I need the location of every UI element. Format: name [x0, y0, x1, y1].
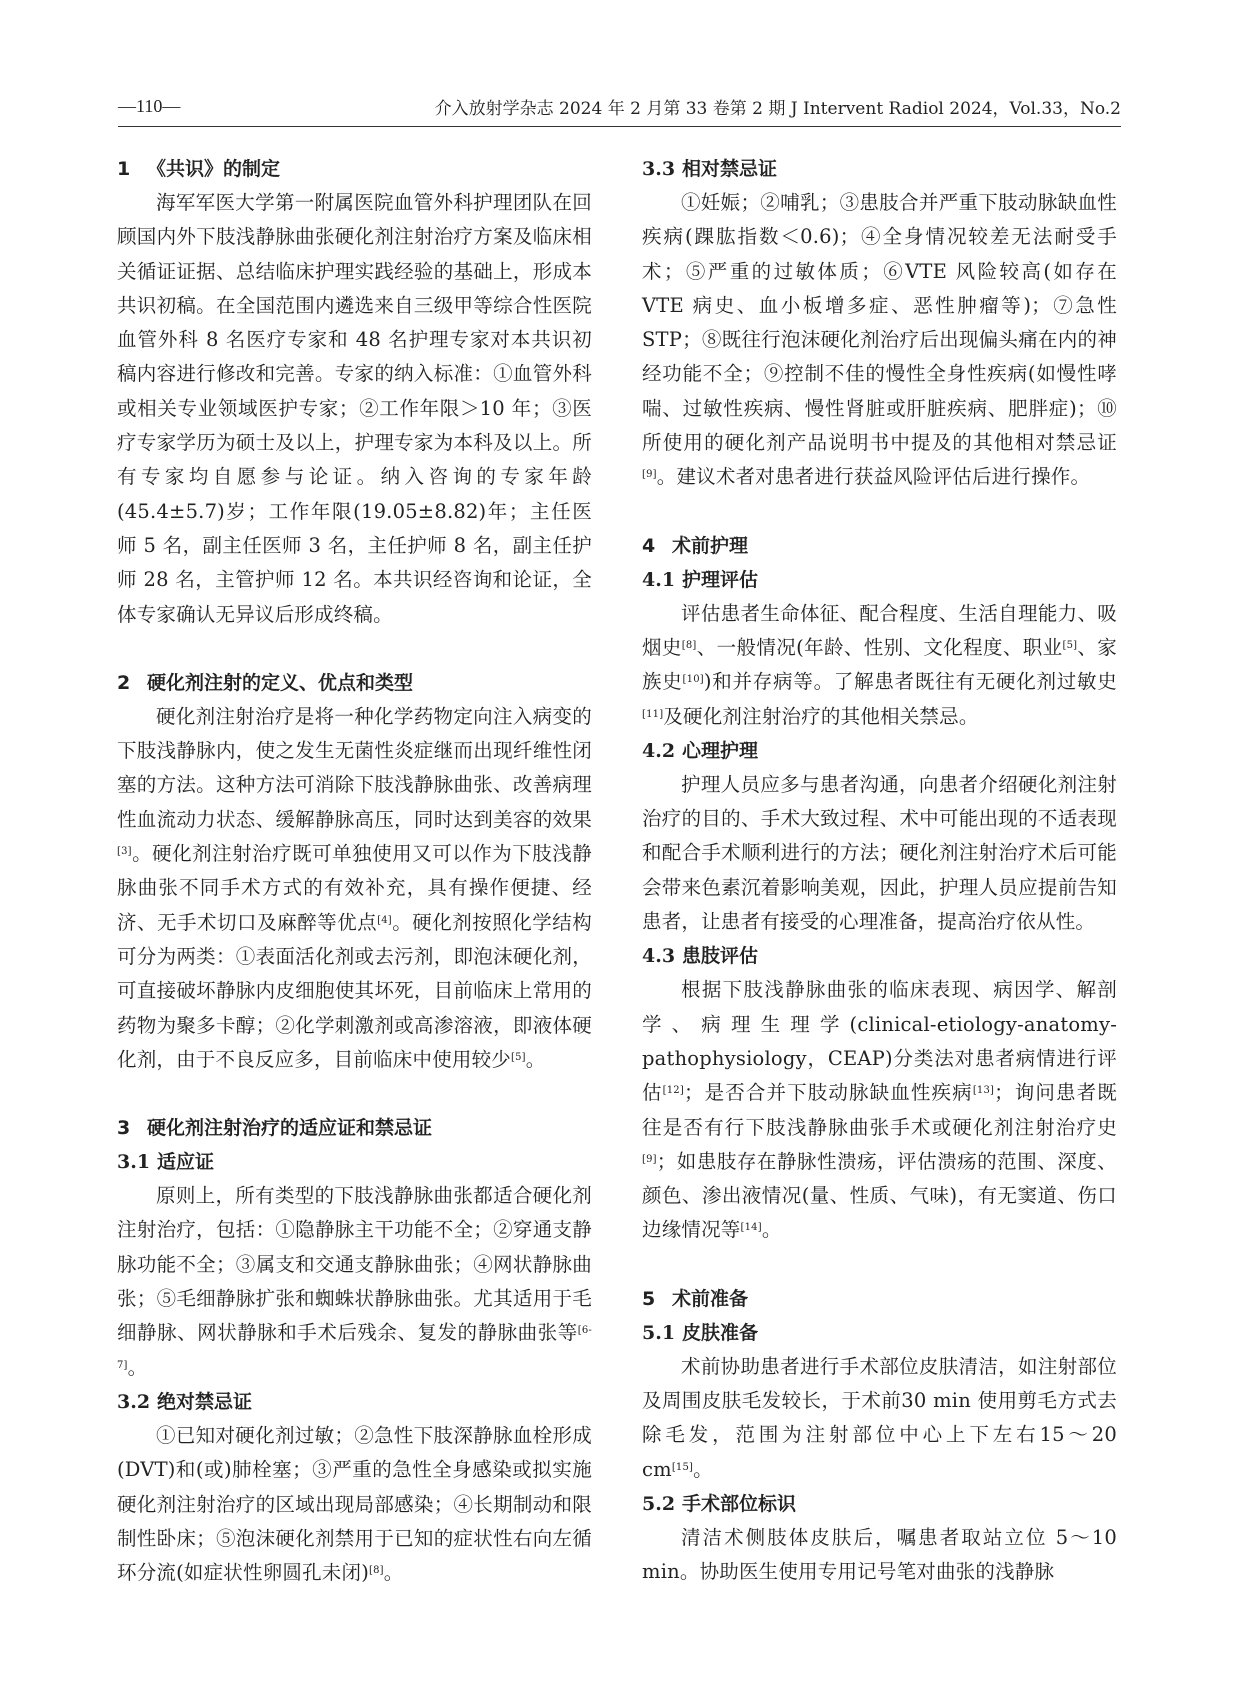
section-heading: 5 术前准备 [642, 1287, 749, 1310]
paragraph: ①已知对硬化剂过敏；②急性下肢深静脉血栓形成(DVT)和(或)肺栓塞；③严重的急性全身感染或拟实施硬化剂注射治疗的区域出现局部感染；④长期制动和限制性卧床；⑤泡沫硬化剂禁用于已知的症状性右向左循环分流(如症状性卵圆孔未闭)[8]。 [117, 1423, 592, 1585]
citation: [6-7] [117, 1325, 592, 1371]
citation: [9] [642, 1153, 657, 1165]
citation: [4] [377, 914, 392, 926]
citation: [3] [117, 846, 132, 858]
journal-info: 介入放射学杂志 2024 年 2 月第 33 卷第 2 期 J Intervent Radiol 2024，Vol.33，No.2 [434, 99, 1121, 119]
subsection-heading: 3.1 适应证 [117, 1151, 215, 1174]
section-heading: 2 硬化剂注射的定义、优点和类型 [117, 671, 414, 694]
citation: [5] [1062, 639, 1078, 651]
page-number: —110— [118, 96, 181, 116]
subsection-heading: 4.1 护理评估 [642, 568, 759, 591]
paragraph: 原则上，所有类型的下肢浅静脉曲张都适合硬化剂注射治疗，包括：①隐静脉主干功能不全；②穿通支静脉功能不全；③属支和交通支静脉曲张；④网状静脉曲张；⑤毛细静脉扩张和蜘蛛状静脉曲张。尤其适用于毛细静脉、网状静脉和手术后残余、复发的静脉曲张等[6-7]。 [117, 1184, 592, 1379]
paragraph: 术前协助患者进行手术部位皮肤清洁，如注射部位及周围皮肤毛发较长，于术前30 min 使用剪毛方式去除毛发，范围为注射部位中心上下左右15～20 cm[15]。 [642, 1354, 1117, 1481]
citation: [13] [972, 1085, 995, 1097]
citation: [12] [662, 1085, 684, 1097]
paragraph: 根据下肢浅静脉曲张的临床表现、病因学、解剖学、病理生理学(clinical-etiology-anatomy-pathophysiology，CEAP)分类法对患者病情进行评估[12]；是否合并下肢动脉缺血性疾病[13]；询问患者既往是否有行下肢浅静脉曲张手术或硬化剂注射治疗史[9]；如患肢存在静脉性溃疡，评估溃疡的范围、深度、颜色、渗出液情况(量、性质、气味)，有无窦道、伤口边缘情况等[14]。 [642, 978, 1117, 1242]
subsection-heading: 4.3 患肢评估 [642, 945, 759, 968]
paragraph: 硬化剂注射治疗是将一种化学药物定向注入病变的下肢浅静脉内，使之发生无菌性炎症继而出现纤维性闭塞的方法。这种方法可消除下肢浅静脉曲张、改善病理性血流动力状态、缓解静脉高压，同时达到美容的效果[3]。硬化剂注射治疗既可单独使用又可以作为下肢浅静脉曲张不同手术方式的有效补充，具有操作便捷、经济、无手术切口及麻醉等优点[4]。硬化剂按照化学结构可分为两类：①表面活化剂或去污剂，即泡沫硬化剂，可直接破坏静脉内皮细胞使其坏死，目前临床上常用的药物为聚多卡醇；②化学刺激剂或高渗溶液，即液体硬化剂，由于不良反应多，目前临床中使用较少[5]。 [117, 704, 592, 1071]
paragraph: 护理人员应多与患者沟通，向患者介绍硬化剂注射治疗的目的、手术大致过程、术中可能出现的不适表现和配合手术顺利进行的方法；硬化剂注射治疗术后可能会带来色素沉着影响美观，因此，护理人员应提前告知患者，让患者有接受的心理准备，提高治疗依从性。 [642, 772, 1117, 934]
citation: [8] [369, 1565, 384, 1577]
section-heading: 4 术前护理 [642, 534, 749, 557]
citation: [11] [642, 708, 664, 720]
paragraph: 清洁术侧肢体皮肤后，嘱患者取站立位 5～10 min。协助医生使用专用记号笔对曲张的浅静脉 [642, 1525, 1117, 1584]
subsection-heading: 3.3 相对禁忌证 [642, 158, 778, 180]
citation: [9] [642, 469, 657, 481]
subsection-heading: 5.1 皮肤准备 [642, 1321, 759, 1344]
paragraph: ①妊娠；②哺乳；③患肢合并严重下肢动脉缺血性疾病(踝肱指数＜0.6)；④全身情况较差无法耐受手术；⑤严重的过敏体质；⑥VTE 风险较高(如存在 VTE 病史、血小板增多症、恶性肿瘤等)；⑦急性 STP；⑧既往行泡沫硬化剂治疗后出现偏头痛在内的神经功能不全；⑨控制不佳的慢性全身性疾病(如慢性哮喘、过敏性疾病、慢性肾脏或肝脏疾病、肥胖症)；⑩所使用的硬化剂产品说明书中提及的其他相对禁忌证[9]。建议术者对患者进行获益风险评估后进行操作。 [642, 191, 1117, 489]
citation: [8] [681, 639, 697, 651]
subsection-heading: 4.2 心理护理 [642, 739, 759, 762]
subsection-heading: 5.2 手术部位标识 [642, 1492, 797, 1515]
citation: [5] [511, 1051, 526, 1063]
running-header [118, 92, 1121, 127]
paragraph: 海军军医大学第一附属医院血管外科护理团队在回顾国内外下肢浅静脉曲张硬化剂注射治疗方案及临床相关循证证据、总结临床护理实践经验的基础上，形成本共识初稿。在全国范围内遴选来自三级甲等综合性医院血管外科 8 名医疗专家和 48 名护理专家对本共识初稿内容进行修改和完善。专家的纳入标准：①血管外科或相关专业领域医护专家；②工作年限＞10 年；③医疗专家学历为硕士及以上，护理专家为本科及以上。所有专家均自愿参与论证。纳入咨询的专家年龄(45.4±5.7)岁；工作年限(19.05±8.82)年；主任医师 5 名，副主任医师 3 名，主任护师 8 名，副主任护师 28 名，主管护师 12 名。本共识经咨询和论证，全体专家确认无异议后形成终稿。 [117, 191, 592, 626]
citation: [10] [682, 674, 704, 686]
paragraph: 评估患者生命体征、配合程度、生活自理能力、吸烟史[8]、一般情况(年龄、性别、文化程度、职业[5]、家族史[10])和并存病等。了解患者既往有无硬化剂过敏史[11]及硬化剂注射治疗的其他相关禁忌。 [642, 601, 1118, 728]
section-heading: 1 《共识》的制定 [117, 158, 281, 180]
left-column [117, 152, 592, 1590]
section-heading: 3 硬化剂注射治疗的适应证和禁忌证 [117, 1117, 433, 1140]
subsection-heading: 3.2 绝对禁忌证 [117, 1390, 253, 1413]
citation: [15] [671, 1461, 694, 1473]
right-column [642, 152, 1117, 1590]
citation: [14] [740, 1222, 762, 1234]
